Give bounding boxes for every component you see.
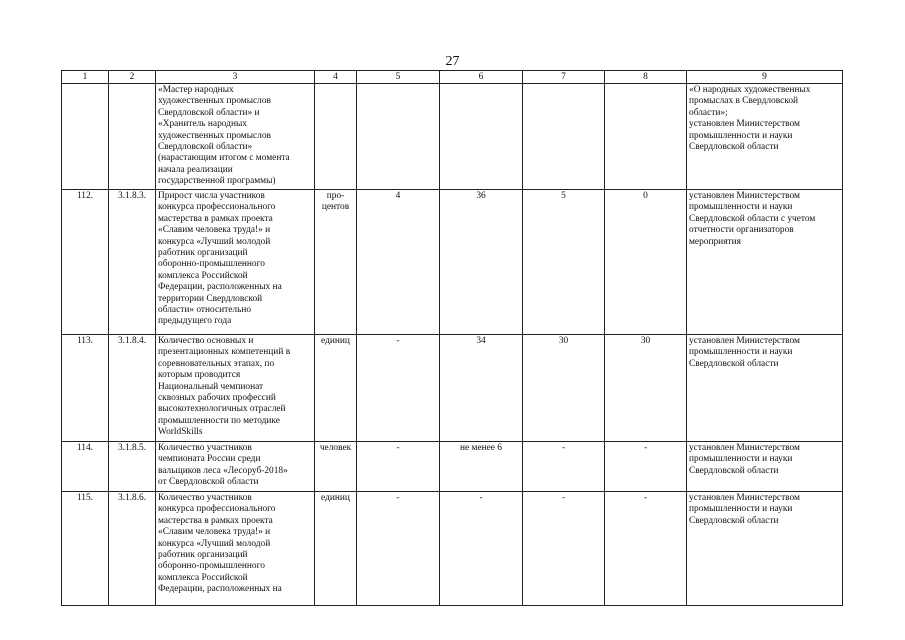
row-code: 3.1.8.3. — [109, 190, 156, 335]
table-row — [62, 442, 843, 492]
value-col8: - — [605, 492, 687, 606]
column-header: 2 — [109, 71, 156, 84]
column-header: 9 — [687, 71, 843, 84]
value-col7: 30 — [523, 335, 605, 442]
unit: человек — [315, 442, 357, 492]
column-header: 4 — [315, 71, 357, 84]
unit: про- центов — [315, 190, 357, 335]
value-col5: - — [357, 492, 440, 606]
indicator-name: Количество участников конкурса профессионального мастерства в рамках проекта «Славим человека труда!» и конкурса «Лучший молодой работник организаций оборонно-промышленного комплекса Российской Федерации, расположенных на — [156, 492, 315, 606]
page-number: 27 — [445, 54, 460, 69]
value-col8: 0 — [605, 190, 687, 335]
source-note: установлен Министерством промышленности и науки Свердловской области с учетом отчетности организаторов мероприятия — [687, 190, 843, 335]
value-col5: 4 — [357, 190, 440, 335]
indicator-name: Количество участников чемпионата России среди вальщиков леса «Лесоруб-2018» от Свердловской области — [156, 442, 315, 492]
value-col8: - — [605, 442, 687, 492]
table-row — [62, 335, 843, 442]
value-col6: - — [440, 492, 523, 606]
value-col8: 30 — [605, 335, 687, 442]
table-row — [62, 492, 843, 606]
table-row — [62, 190, 843, 335]
indicator-name: Количество основных и презентационных компетенций в соревновательных этапах, по которым проводится Национальный чемпионат сквозных рабочих профессий высокотехнологичных отраслей промышленности по методике WorldSkills — [156, 335, 315, 442]
value-col6: не менее 6 — [440, 442, 523, 492]
value-col7: 5 — [523, 190, 605, 335]
unit: единиц — [315, 335, 357, 442]
column-number-row — [62, 71, 843, 84]
unit: единиц — [315, 492, 357, 606]
row-code: 3.1.8.5. — [109, 442, 156, 492]
value-col8 — [605, 84, 687, 190]
value-col6: 36 — [440, 190, 523, 335]
row-code: 3.1.8.4. — [109, 335, 156, 442]
value-col7: - — [523, 492, 605, 606]
row-number — [62, 84, 109, 190]
row-number: 114. — [62, 442, 109, 492]
value-col7 — [523, 84, 605, 190]
table-row — [62, 84, 843, 190]
row-number: 115. — [62, 492, 109, 606]
indicators-table — [61, 70, 843, 606]
value-col6 — [440, 84, 523, 190]
indicator-name: Прирост числа участников конкурса профессионального мастерства в рамках проекта «Славим человека труда!» и конкурса «Лучший молодой работник организаций оборонно-промышленного комплекса Российской Федерации, расположенных на территории Свердловской области» относительно предыдущего года — [156, 190, 315, 335]
source-note: установлен Министерством промышленности и науки Свердловской области — [687, 492, 843, 606]
column-header: 1 — [62, 71, 109, 84]
column-header: 8 — [605, 71, 687, 84]
value-col5 — [357, 84, 440, 190]
unit — [315, 84, 357, 190]
source-note: установлен Министерством промышленности и науки Свердловской области — [687, 335, 843, 442]
value-col6: 34 — [440, 335, 523, 442]
value-col7: - — [523, 442, 605, 492]
indicator-name: «Мастер народных художественных промыслов Свердловской области» и «Хранитель народных художественных промыслов Свердловской области» (нарастающим итогом с момента начала реализации государственной программы) — [156, 84, 315, 190]
column-header: 6 — [440, 71, 523, 84]
column-header: 3 — [156, 71, 315, 84]
column-header: 7 — [523, 71, 605, 84]
source-note: «О народных художественных промыслах в Свердловской области»; установлен Министерством промышленности и науки Свердловской области — [687, 84, 843, 190]
row-code — [109, 84, 156, 190]
row-code: 3.1.8.6. — [109, 492, 156, 606]
row-number: 113. — [62, 335, 109, 442]
value-col5: - — [357, 442, 440, 492]
source-note: установлен Министерством промышленности и науки Свердловской области — [687, 442, 843, 492]
row-number: 112. — [62, 190, 109, 335]
column-header: 5 — [357, 71, 440, 84]
value-col5: - — [357, 335, 440, 442]
